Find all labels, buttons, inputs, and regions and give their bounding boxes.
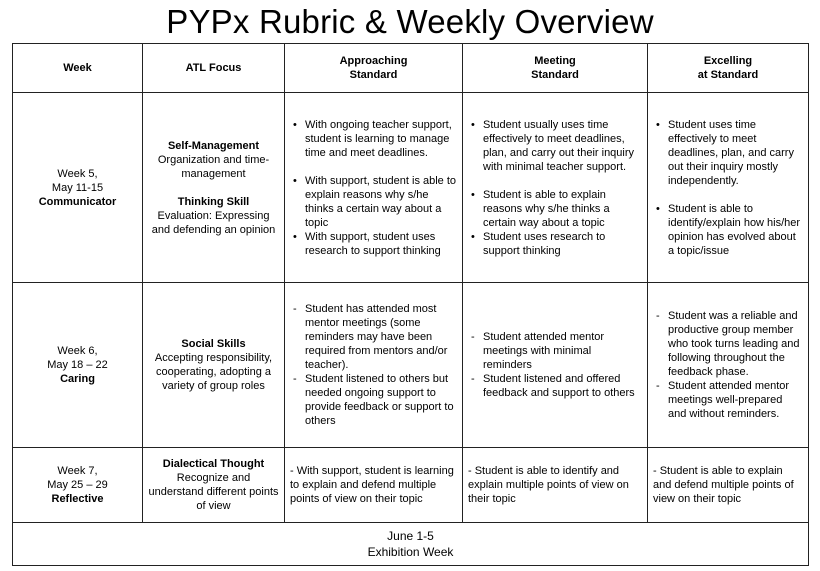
learner-trait: Reflective bbox=[51, 493, 104, 505]
table-row bbox=[13, 93, 809, 283]
atl-skill-desc: Recognize and understand different points of view bbox=[148, 472, 279, 512]
week-dates: May 18 – 22 bbox=[47, 359, 108, 371]
atl-skill-title: Social Skills bbox=[181, 338, 246, 350]
header-row bbox=[13, 44, 809, 93]
criterion-item: • Student is able to identify/explain how his/her opinion has evolved about a topic/issue bbox=[668, 202, 803, 258]
header-excelling bbox=[648, 44, 809, 93]
criterion-item: - Student is able to identify and explain multiple points of view on their topic bbox=[468, 465, 629, 505]
approaching-cell bbox=[285, 93, 463, 283]
meeting-cell bbox=[463, 93, 648, 283]
excelling-cell bbox=[648, 283, 809, 448]
week-dates: May 25 – 29 bbox=[47, 479, 108, 491]
week-cell bbox=[13, 93, 143, 283]
exhibition-dates: June 1-5 bbox=[387, 529, 434, 543]
atl-skill-desc: Organization and time-management bbox=[157, 153, 270, 180]
rubric-table bbox=[12, 43, 809, 566]
table-row bbox=[13, 448, 809, 523]
footer-row bbox=[13, 523, 809, 566]
week-label: Week 5, bbox=[57, 167, 98, 180]
header-week: Week bbox=[13, 44, 143, 93]
header-approaching-line1: Approaching bbox=[339, 55, 408, 67]
criterion-item: - Student listened to others but needed ongoing support to provide feedback or support to others bbox=[305, 372, 457, 428]
week-cell bbox=[13, 448, 143, 523]
header-meeting bbox=[463, 44, 648, 93]
meeting-cell bbox=[463, 448, 648, 523]
atl-cell bbox=[143, 93, 285, 283]
week-label: Week 7, bbox=[57, 465, 98, 477]
header-atl-focus: ATL Focus bbox=[143, 44, 285, 93]
atl-skill-desc: Accepting responsibility, cooperating, adopting a variety of group roles bbox=[154, 352, 273, 392]
criterion-item: - Student was a reliable and productive group member who took turns leading and following throughout the feedback phase. bbox=[668, 309, 803, 379]
header-approaching-line2: Standard bbox=[349, 69, 398, 81]
atl-cell bbox=[143, 448, 285, 523]
excelling-cell bbox=[648, 93, 809, 283]
week-cell bbox=[13, 283, 143, 448]
header-meeting-line1: Meeting bbox=[534, 55, 576, 67]
criterion-item: • Student usually uses time effectively to meet deadlines, plan, and carry out their inquiry with minimal teacher support. bbox=[483, 118, 642, 174]
table-row bbox=[13, 283, 809, 448]
approaching-cell bbox=[285, 448, 463, 523]
exhibition-label: Exhibition Week bbox=[367, 545, 454, 559]
criterion-item: - Student attended mentor meetings with minimal reminders bbox=[483, 330, 642, 372]
week-dates: May 11-15 bbox=[51, 181, 104, 194]
criterion-item: • With ongoing teacher support, student is learning to manage time and meet deadlines. bbox=[305, 118, 457, 160]
meeting-cell bbox=[463, 283, 648, 448]
learner-trait: Caring bbox=[60, 373, 95, 385]
header-excelling-line2: at Standard bbox=[697, 69, 759, 81]
criterion-item: • Student uses research to support thinking bbox=[483, 230, 642, 258]
criterion-item: • Student is able to explain reasons why s/he thinks a certain way about a topic bbox=[483, 188, 642, 230]
criterion-item: • With support, student is able to explain reasons why s/he thinks a certain way about a topic bbox=[305, 174, 457, 230]
excelling-cell bbox=[648, 448, 809, 523]
page-title: PYPx Rubric & Weekly Overview bbox=[166, 3, 654, 40]
criterion-item: - Student attended mentor meetings well-prepared and without reminders. bbox=[668, 379, 803, 421]
header-meeting-line2: Standard bbox=[531, 69, 579, 81]
approaching-cell bbox=[285, 283, 463, 448]
atl-cell bbox=[143, 283, 285, 448]
criterion-item: - With support, student is learning to explain and defend multiple points of view on their topic bbox=[290, 465, 454, 505]
criterion-item: - Student listened and offered feedback and support to others bbox=[483, 372, 642, 400]
atl-skill-title: Thinking Skill bbox=[177, 195, 250, 208]
atl-skill-title: Self-Management bbox=[167, 139, 260, 152]
exhibition-cell bbox=[13, 523, 809, 566]
atl-skill-title: Dialectical Thought bbox=[162, 458, 265, 470]
criterion-item: - Student has attended most mentor meetings (some reminders may have been required from mentors and/or teacher). bbox=[305, 302, 457, 372]
criterion-item: - Student is able to explain and defend multiple points of view on their topic bbox=[653, 465, 794, 505]
criterion-item: • Student uses time effectively to meet deadlines, plan, and carry out their inquiry mostly independently. bbox=[668, 118, 803, 188]
learner-trait: Communicator bbox=[38, 195, 117, 208]
criterion-item: • With support, student uses research to support thinking bbox=[305, 230, 457, 258]
atl-skill-desc: Evaluation: Expressing and defending an opinion bbox=[151, 209, 276, 236]
header-approaching bbox=[285, 44, 463, 93]
week-label: Week 6, bbox=[57, 345, 98, 357]
header-excelling-line1: Excelling bbox=[703, 55, 753, 67]
